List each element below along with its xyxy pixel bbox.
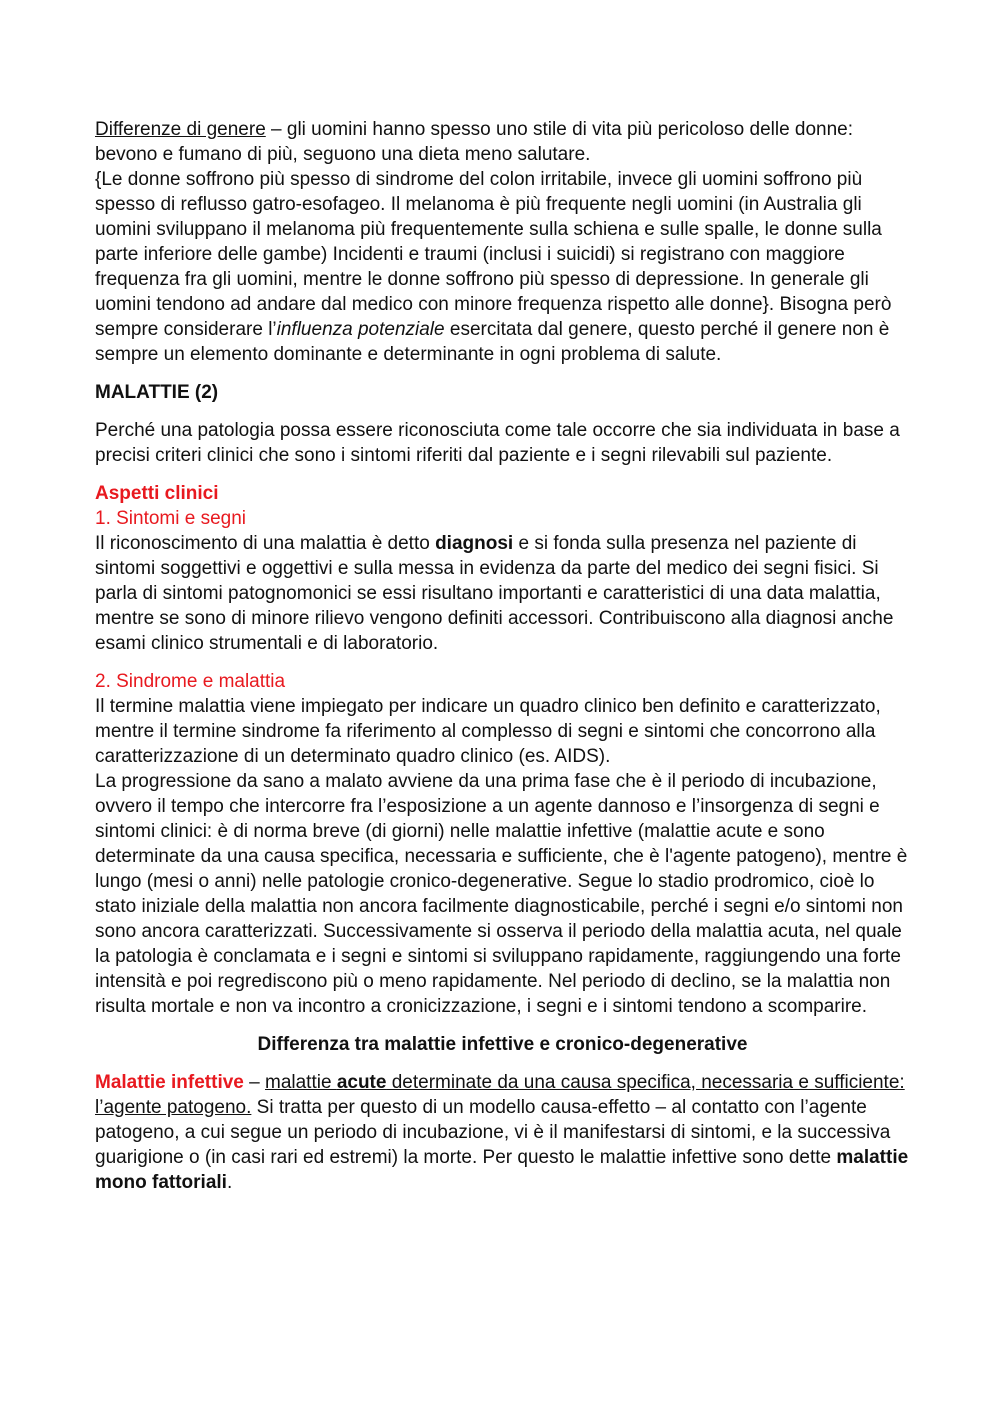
- period: .: [226, 1172, 233, 1193]
- mono-fattoriali-bold: malattie mono fattoriali: [95, 1147, 909, 1193]
- potential-influence-italic: influenza potenziale: [276, 319, 445, 340]
- differenza-heading: [95, 1032, 910, 1057]
- diagnosi-bold: diagnosi: [435, 533, 514, 554]
- acute-bold: acute: [336, 1072, 387, 1093]
- malattie-heading-text: MALATTIE (2): [95, 382, 219, 403]
- infettive-text: Si tratta per questo di un modello causa-effetto – al contatto con l’agente patogeno, a cui segue un periodo di incubazione, vi è il manifestarsi di sintomi, e la successiva guarigione o (in casi rari ed estremi) la morte. Per questo le malattie infettive sono dette: [95, 1097, 891, 1168]
- intro-paragraph: [95, 117, 910, 167]
- progressione-paragraph: La progressione da sano a malato avviene da una prima fase che è il periodo di incubazione, ovvero il tempo che intercorre fra l’esposizione a un agente dannoso e l’insorgenza di segni e sintomi clinici: è di norma breve (di giorni) nelle malattie infettive (malattie acute e sono determinate da una causa specifica, necessaria e sufficiente, che è l'agente patogeno), mentre è lungo (mesi o anni) nelle patologie cronico-degenerative. Segue lo stadio prodromico, cioè lo stato iniziale della malattia non ancora facilmente diagnosticabile, perché i segni e/o sintomi non sono ancora caratterizzati. Successivamente si osserva il periodo della malattia acuta, nel quale la patologia è conclamata e i segni e sintomi si sviluppano rapidamente, raggiungendo una forte intensità e poi regrediscono più o meno rapidamente. Nel periodo di declino, se la malattia non risulta mortale e non va incontro a cronicizzazione, i segni e i sintomi tendono a scomparire.: [95, 771, 908, 1017]
- malattie-paragraph: Perché una patologia possa essere riconosciuta come tale occorre che sia individuata in base a precisi criteri clinici che sono i sintomi riferiti dal paziente e i segni rilevabili sul paziente.: [95, 420, 900, 466]
- sintomi-segni-subheading: 1. Sintomi e segni: [95, 508, 247, 529]
- gender-details-text: {Le donne soffrono più spesso di sindrome del colon irritabile, invece gli uomini soffrono più spesso di reflusso gatro-esofageo. Il melanoma è più frequente negli uomini (in Australia gli uomini sviluppano il melanoma più frequentemente sulla schiena e sulle spalle, le donne sulla parte inferiore delle gambe) Incidenti e traumi (inclusi i suicidi) si registrano con maggiore frequenza fra gli uomini, mentre le donne soffrono più spesso di depressione. In generale gli uomini tendono ad andare dal medico con minore frequenza rispetto alle donne}. Bisogna però sempre considerare l’: [95, 169, 892, 340]
- sindrome-paragraph: Il termine malattia viene impiegato per indicare un quadro clinico ben definito e caratterizzato, mentre il termine sindrome fa riferimento al complesso di segni e sintomi che concorrono alla caratterizzazione di un determinato quadro clinico (es. AIDS).: [95, 696, 881, 767]
- def-a: malattie: [265, 1072, 337, 1093]
- malattie-heading: [95, 380, 910, 405]
- malattie-infettive-paragraph: [95, 1070, 910, 1195]
- diagnosi-paragraph: [95, 531, 910, 656]
- gender-details-end: esercitata dal genere, questo perché il genere non è sempre un elemento dominante e determinante in ogni problema di salute.: [95, 319, 890, 365]
- gender-details-paragraph: [95, 167, 910, 367]
- dash: –: [243, 1072, 265, 1093]
- intro-text: – gli uomini hanno spesso uno stile di vita più pericoloso delle donne: bevono e fumano di più, seguono una dieta meno salutare.: [95, 119, 854, 165]
- sindrome-malattia-subheading: 2. Sindrome e malattia: [95, 671, 286, 692]
- malattie-infettive-label: Malattie infettive: [95, 1072, 244, 1093]
- diagnosi-text-b: e si fonda sulla presenza nel paziente di sintomi soggettivi e oggettivi e sulla messa in evidenza da parte del medico dei segni fisici. Si parla di sintomi patognomonici se essi risultano importanti e caratteristici di una data malattia, mentre se sono di minore rilievo vengono definiti accessori. Contribuiscono alla diagnosi anche esami clinico strumentali e di laboratorio.: [95, 533, 894, 654]
- aspetti-clinici-heading: [95, 481, 910, 506]
- diagnosi-text-a: Il riconoscimento di una malattia è detto: [95, 533, 436, 554]
- def-b: determinate da una causa specifica, necessaria e sufficiente: l’agente patogeno.: [95, 1072, 905, 1118]
- differenza-heading-text: Differenza tra malattie infettive e cronico-degenerative: [257, 1034, 748, 1055]
- gender-differences-term: Differenze di genere: [95, 119, 266, 140]
- document-page: [95, 117, 910, 1195]
- aspetti-clinici-heading-text: Aspetti clinici: [95, 483, 219, 504]
